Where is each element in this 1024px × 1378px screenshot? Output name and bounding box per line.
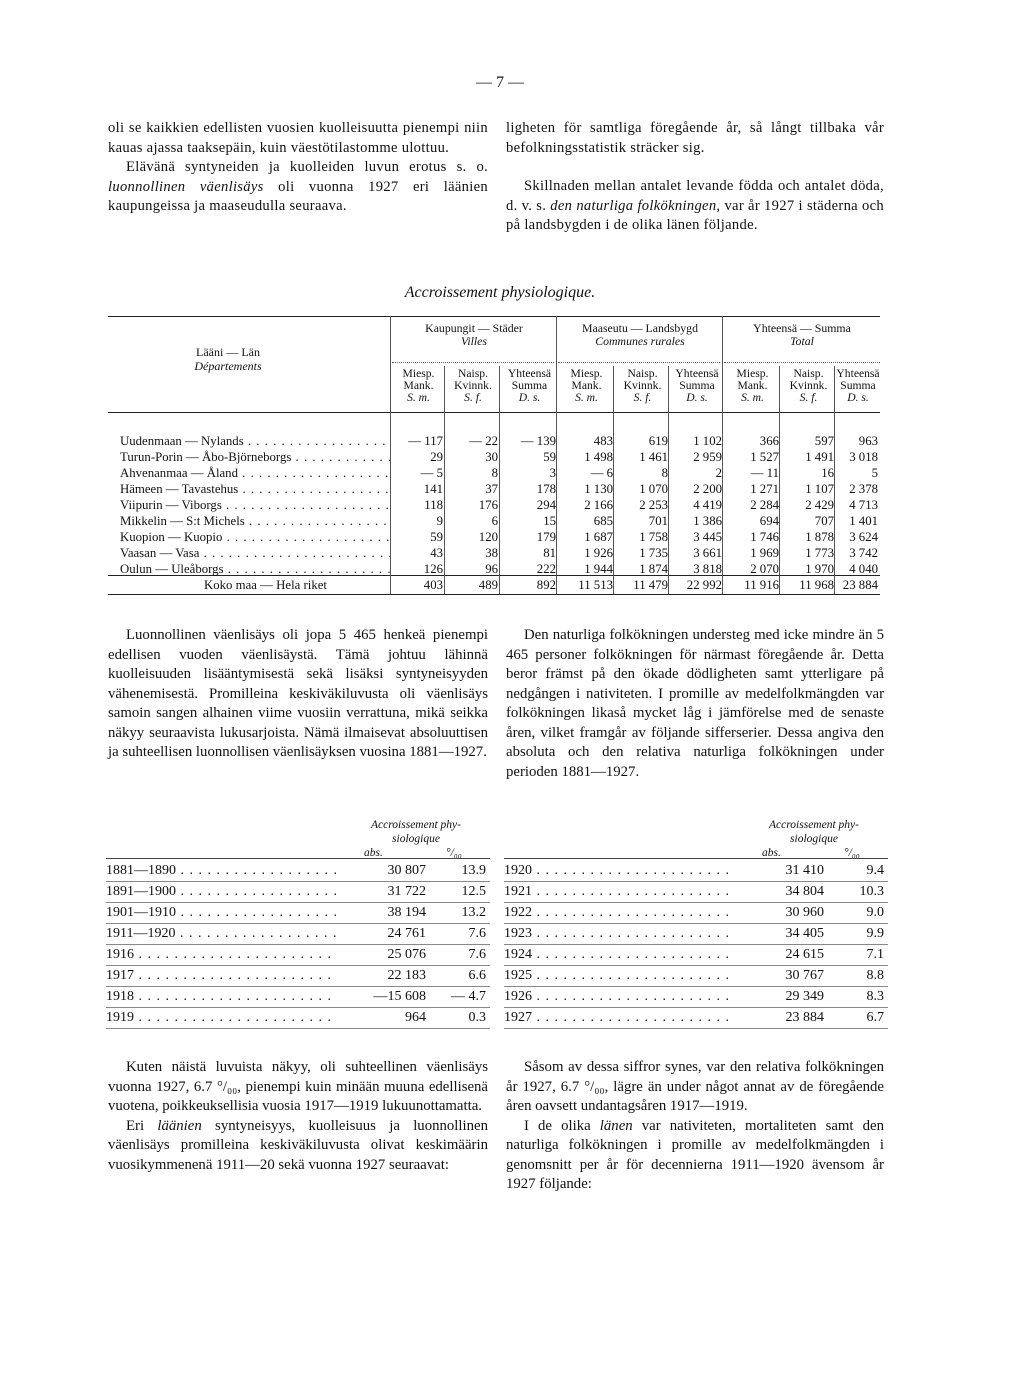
group-rule [558,362,720,363]
column-header-line: Kvinnk. [454,379,492,392]
cell-value: 11 916 [744,578,779,592]
series-header-abs: abs. [364,847,383,859]
cell-value: 1 735 [639,546,668,560]
series-row [106,986,490,1007]
emphasis: luonnollinen väenlisäys [108,178,264,195]
text-run: Eri [126,1117,158,1134]
series-permil-value: 9.4 [866,863,884,878]
series-header-permil: °/₀₀ [446,847,462,859]
series-year: 1881—1890 . . . [106,860,336,881]
column-header-line: S. f. [464,391,482,404]
column-header-line: D. s. [847,391,869,404]
table-rule-top [108,316,880,317]
row-label: Mikkelin — S:t Michels . . . [120,512,390,530]
series-abs-value: 31 722 [387,884,426,899]
series-header-permil: °/₀₀ [844,847,860,859]
stub-header-fr: Départements [194,359,262,373]
cell-value: 5 [871,466,878,480]
cell-value: 1 386 [693,514,722,528]
cell-value: 9 [436,514,443,528]
series-header-abs: abs. [762,847,781,859]
table-title: Accroissement physiologique. [404,284,596,301]
column-divider [834,366,835,594]
column-divider [722,316,723,594]
series-year: 1920 . . . [504,860,734,881]
cell-value: — 11 [750,466,779,480]
series-row [504,860,888,881]
series-rule [106,858,490,859]
cell-value: 685 [593,514,613,528]
text-run: , lägre än under något annat av de föregående åren oavsett undantagsåren 1917—1919. [506,1078,884,1114]
series-permil-value: — 4.7 [451,989,486,1004]
cell-value: 694 [759,514,779,528]
series-header-line: siologique [790,833,838,845]
series-permil-value: 8.3 [866,989,884,1004]
series-abs-value: 29 349 [785,989,824,1004]
column-header-line: Kvinnk. [789,379,828,392]
intro-swedish [506,119,884,236]
cell-value: 4 419 [693,498,722,512]
cell-value: 4 040 [849,562,878,576]
bottom-swedish [506,1058,884,1195]
mid-finnish [108,626,488,763]
cell-value: 59 [543,450,556,464]
column-header-line: Summa [679,379,715,392]
intro-fi-paragraph-1: oli se kaikkien edellisten vuosien kuolleisuutta pienempi niin kauas ajassa taaksepäin, kuin väestötilastomme ulottuu. [108,120,488,156]
cell-value: 120 [478,530,498,544]
row-label: Uudenmaan — Nylands . . . [120,432,390,450]
cell-value: 81 [543,546,556,560]
series-permil-value: 7.1 [866,947,884,962]
cell-value: 1 758 [639,530,668,544]
cell-value: 3 742 [849,546,878,560]
column-divider [613,366,614,594]
series-year: 1927 . . . [504,1007,734,1028]
cell-value: 1 271 [750,482,779,496]
series-row [106,965,490,986]
intro-sv-paragraph-1: ligheten för samtliga föregående år, så långt tillbaka vår befolkningsstatistik sträcker sig. [506,120,884,156]
series-abs-value: 24 615 [785,947,824,962]
stub-header [168,346,288,372]
cell-value: — 139 [520,434,556,448]
column-divider [444,366,445,594]
cell-value: — 6 [590,466,613,480]
series-year: 1921 . . . [504,881,734,902]
cell-value: 3 661 [693,546,722,560]
column-header [558,368,615,404]
series-row [106,923,490,944]
cell-value: 2 284 [750,498,779,512]
column-divider [390,316,391,594]
series-permil-value: 13.9 [461,863,486,878]
cell-value: 8 [491,466,498,480]
series-row [504,1007,888,1028]
series-row [106,944,490,965]
cell-value: 11 968 [799,578,834,592]
series-permil-value: 9.9 [866,926,884,941]
cell-value: 1 461 [639,450,668,464]
intro-sv-paragraph-2 [506,177,884,236]
cell-value: 1 498 [584,450,613,464]
cell-value: 178 [536,482,556,496]
text-run: var nativiteten, mortaliteten samt den naturliga folkökningen i promille av medelfolkmängden i genomsnitt per år för decennierna 1911—1920 ävensom år 1927 följande: [506,1117,884,1192]
series-permil-value: 7.6 [468,926,486,941]
series-year: 1891—1900 . . . [106,881,336,902]
cell-value: 3 [549,466,556,480]
text-run: Såsom av dessa siffror synes, var den relativa folkökningen år 1927, 6.7 [506,1059,884,1095]
text-run: Skillnaden mellan antalet levande födda och antalet döda, d. v. s. [506,178,884,214]
series-year: 1924 . . . [504,944,734,965]
series-year: 1918 . . . [106,986,336,1007]
cell-value: 6 [491,514,498,528]
cell-value: 222 [536,562,556,576]
series-year: 1917 . . . [106,965,336,986]
group-sublabel: Total [790,334,814,348]
cell-value: 11 479 [633,578,668,592]
cell-value: 1 070 [639,482,668,496]
cell-value: 597 [814,434,834,448]
series-table-left [106,818,490,1038]
table-total-row [108,576,880,594]
series-year: 1901—1910 . . . [106,902,336,923]
cell-value: 2 253 [639,498,668,512]
cell-value: 294 [536,498,556,512]
series-permil-value: 8.8 [866,968,884,983]
series-year: 1923 . . . [504,923,734,944]
cell-value: 8 [661,466,668,480]
intro-fi-paragraph-2 [108,158,488,217]
column-header-line: D. s. [518,391,541,404]
series-header-line: Accroissement phy- [769,819,859,831]
series-row [106,902,490,923]
column-header-line: S. m. [407,391,430,404]
row-label: Hämeen — Tavastehus . . . [120,480,390,498]
cell-value: 29 [430,450,443,464]
column-header-line: S. f. [633,391,652,404]
series-row-rule [504,1028,888,1029]
permil-sign: °/₀₀ [584,1078,605,1095]
cell-value: 3 624 [849,530,878,544]
cell-value: 179 [536,530,556,544]
cell-value: 892 [536,578,556,592]
column-header-line: Mank. [737,379,768,392]
series-permil-value: 9.0 [866,905,884,920]
group-header-total [724,322,880,348]
cell-value: 1 944 [584,562,613,576]
cell-value: 176 [478,498,498,512]
column-header-line: Mank. [403,379,434,392]
bottom-fi-paragraph-1 [108,1058,488,1117]
text-run: I de olika [524,1117,600,1134]
text-run: syntyneisyys, kuolleisuus ja luonnollinen väenlisäys promilleina keskiväkiluvusta olivat keskimäärin vuosikymmenenä 1911—20 sekä vuonna 1927 seuraavat: [108,1117,488,1173]
group-header-rural [558,322,722,348]
series-row [504,986,888,1007]
cell-value: 2 378 [849,482,878,496]
column-header [670,368,724,404]
cell-value: 3 818 [693,562,722,576]
emphasis: den naturliga folkökningen [550,197,717,214]
cell-value: 963 [858,434,878,448]
column-header [836,368,880,404]
column-header [724,368,781,404]
column-header-line: Miesp. [570,367,603,380]
series-year: 1925 . . . [504,965,734,986]
series-table-right [504,818,888,1028]
series-permil-value: 6.6 [468,968,486,983]
column-header [446,368,500,404]
cell-value: 2 959 [693,450,722,464]
series-rule [504,858,888,859]
emphasis: läänien [157,1117,202,1134]
cell-value: 15 [543,514,556,528]
cell-value: 59 [430,530,443,544]
cell-value: 403 [423,578,443,592]
series-row [504,923,888,944]
column-header [615,368,670,404]
column-header-line: Miesp. [402,367,435,380]
cell-value: 1 969 [750,546,779,560]
column-header-line: Mank. [571,379,602,392]
column-header-line: Miesp. [736,367,769,380]
group-label: Maaseutu — Landsbygd [582,321,698,335]
cell-value: 701 [648,514,668,528]
series-row [106,881,490,902]
cell-value: 43 [430,546,443,560]
column-header-line: Summa [511,379,548,392]
bottom-sv-paragraph-2 [506,1117,884,1195]
cell-value: 1 746 [750,530,779,544]
column-header-line: Summa [840,379,876,392]
table-rule-header [108,412,880,413]
series-permil-value: 12.5 [461,884,486,899]
cell-value: — 22 [469,434,498,448]
cell-value: 1 107 [805,482,834,496]
cell-value: 2 429 [805,498,834,512]
column-header-line: Naisp. [458,367,488,380]
series-abs-value: 964 [405,1010,426,1025]
row-label: Ahvenanmaa — Åland . . . [120,464,390,482]
column-header-line: Yhteensä [507,367,552,380]
row-label: Viipurin — Viborgs . . . [120,496,390,514]
column-header [501,368,558,404]
cell-value: 483 [593,434,613,448]
cell-value: 1 970 [805,562,834,576]
series-abs-value: 30 960 [785,905,824,920]
page-number: — 7 — [476,74,524,91]
column-divider [668,366,669,594]
permil-sign: °/₀₀ [216,1078,238,1095]
cell-value: 1 130 [584,482,613,496]
cell-value: 96 [485,562,498,576]
emphasis: länen [599,1117,633,1134]
row-label: Koko maa — Hela riket [204,578,327,592]
column-header-line: Naisp. [627,367,658,380]
group-rule [392,362,554,363]
column-header-line: Yhteensä [836,367,880,380]
cell-value: 1 878 [805,530,834,544]
cell-value: — 5 [420,466,443,480]
cell-value: 3 018 [849,450,878,464]
series-header-line: Accroissement phy- [371,819,461,831]
series-row [504,944,888,965]
series-abs-value: 23 884 [785,1010,824,1025]
series-year: 1919 . . . [106,1007,336,1028]
cell-value: 1 773 [805,546,834,560]
cell-value: 4 713 [849,498,878,512]
cell-value: 2 [715,466,722,480]
series-row [504,965,888,986]
table-rule-bottom [108,594,880,595]
cell-value: 1 874 [639,562,668,576]
series-row [106,1007,490,1028]
cell-value: 1 926 [584,546,613,560]
column-header [392,368,445,404]
cell-value: 619 [648,434,668,448]
group-sublabel: Communes rurales [595,334,685,348]
cell-value: 37 [485,482,498,496]
column-divider [556,316,557,594]
series-abs-value: —15 608 [373,989,426,1004]
cell-value: 38 [485,546,498,560]
column-header-line: D. s. [686,391,708,404]
cell-value: 707 [814,514,834,528]
series-permil-value: 13.2 [461,905,486,920]
series-abs-value: 31 410 [785,863,824,878]
column-header-line: Kvinnk. [623,379,662,392]
series-year: 1926 . . . [504,986,734,1007]
column-divider [499,366,500,594]
series-permil-value: 6.7 [866,1010,884,1025]
cell-value: 1 102 [693,434,722,448]
row-label: Kuopion — Kuopio . . . [120,528,390,546]
bottom-sv-paragraph-1 [506,1058,884,1117]
bottom-fi-paragraph-2 [108,1117,488,1176]
series-permil-value: 0.3 [468,1010,486,1025]
row-label: Turun-Porin — Åbo-Björneborgs . . . [120,448,390,466]
intro-finnish [108,119,488,217]
series-row [504,881,888,902]
series-abs-value: 34 804 [785,884,824,899]
cell-value: 366 [759,434,779,448]
text-run: oli vuonna 1927 eri läänien kaupungeissa ja maaseudulla seuraava. [108,178,488,214]
cell-value: 2 070 [750,562,779,576]
cell-value: 23 884 [842,578,878,592]
cell-value: 30 [485,450,498,464]
group-label: Yhteensä — Summa [753,321,851,335]
cell-value: 1 491 [805,450,834,464]
cell-value: 1 687 [584,530,613,544]
group-sublabel: Villes [461,334,487,348]
text-run: Kuten näistä luvuista näkyy, oli suhteellinen väenlisäys vuonna 1927, 6.7 [108,1059,488,1095]
stub-header-fi: Lääni — Län [196,345,260,359]
column-header-line: S. m. [575,391,598,404]
column-header-line: S. f. [799,391,818,404]
series-abs-value: 30 807 [387,863,426,878]
cell-value: 1 401 [849,514,878,528]
series-permil-value: 7.6 [468,947,486,962]
text-run: Elävänä syntyneiden ja kuolleiden luvun erotus s. o. [126,159,488,175]
bottom-finnish [108,1058,488,1175]
series-year: 1922 . . . [504,902,734,923]
series-row-rule [106,1028,490,1029]
column-divider [779,366,780,594]
column-header-line: Yhteensä [675,367,719,380]
series-abs-value: 22 183 [387,968,426,983]
text-run: , var år 1927 i städerna och på landsbygden i de olika länen följande. [506,197,885,233]
series-abs-value: 24 761 [387,926,426,941]
group-rule [724,362,880,363]
row-label: Vaasan — Vasa . . . [120,544,390,562]
group-label: Kaupungit — Städer [425,321,523,335]
series-header [346,818,486,862]
cell-value: 2 200 [693,482,722,496]
series-abs-value: 25 076 [387,947,426,962]
cell-value: 22 992 [686,578,722,592]
cell-value: 489 [478,578,498,592]
column-header-line: Naisp. [793,367,824,380]
series-year: 1916 . . . [106,944,336,965]
cell-value: 2 166 [584,498,613,512]
row-label: Oulun — Uleåborgs . . . [120,560,390,578]
series-permil-value: 10.3 [859,884,884,899]
mid-fi-paragraph: Luonnollinen väenlisäys oli jopa 5 465 henkeä pienempi edellisen vuoden väenlisäystä. Tämä johtuu lähinnä kuolleisuuden lisääntymisestä sekä lisäksi syntyneisyyden vähenemisestä. Promilleina keskiväkiluvusta oli väenlisäys samoin sangen alhainen viime vuosiin verrattuna, mikä seikka näkyy seuraavista lukusarjoista. Nämä ilmaisevat absoluuttisen ja suhteellisen luonnollisen väenlisäyksen vuosina 1881—1927. [108,627,488,760]
cell-value: 1 527 [750,450,779,464]
cell-value: 3 445 [693,530,722,544]
mid-swedish [506,626,884,782]
series-abs-value: 30 767 [785,968,824,983]
text-run: , pienempi kuin minään muuna edellisenä vuotena, poikkeuksellisia vuosia 1917—1919 lukuunottamatta. [108,1078,488,1114]
group-header-towns [392,322,556,348]
series-row [106,860,490,881]
series-header [744,818,884,862]
column-header [781,368,836,404]
cell-value: 118 [424,498,443,512]
series-header-line: siologique [392,833,440,845]
cell-value: 141 [423,482,443,496]
cell-value: 16 [821,466,834,480]
mid-sv-paragraph: Den naturliga folkökningen understeg med icke mindre än 5 465 personer folkökningen för närmast föregående år. Detta beror främst på den ökade dödligheten samt ytterligare på nedgången i nativiteten. I promille av medelfolkmängden var folkökningen likaså mycket låg i jämförelse med de senaste åren, vilket framgår av följande sifferserier. Dessa angiva den absoluta och den relativa naturliga folkökningen under perioden 1881—1927. [506,627,884,780]
series-abs-value: 34 405 [785,926,824,941]
column-header-line: S. m. [741,391,764,404]
series-year: 1911—1920 . . . [106,923,336,944]
cell-value: — 117 [408,434,443,448]
series-abs-value: 38 194 [387,905,426,920]
series-row [504,902,888,923]
cell-value: 126 [423,562,443,576]
cell-value: 11 513 [578,578,613,592]
